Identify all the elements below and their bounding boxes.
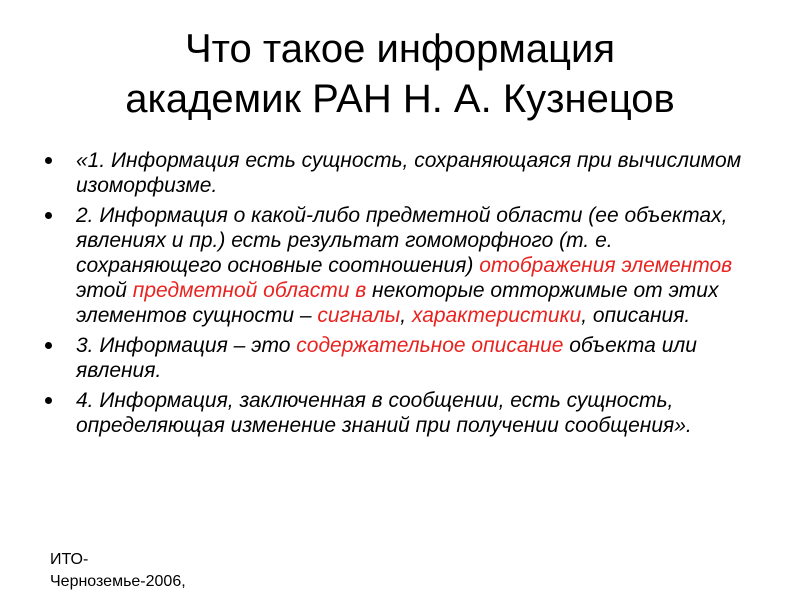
slide-title-line-1: Что такое информация <box>184 27 616 71</box>
slide-title-line-2: академик РАН Н. А. Кузнецов <box>125 77 675 121</box>
bullet-text: этой <box>76 279 133 302</box>
bullet-text: 3. Информация – это <box>76 334 297 357</box>
highlighted-text: сигналы <box>317 304 401 327</box>
bullet-list <box>40 148 760 443</box>
highlighted-text: содержательное описание <box>296 334 564 357</box>
bullet-text: объекта или явления. <box>76 334 697 382</box>
highlighted-text: предметной области в <box>132 279 367 302</box>
bullet-text: 2. Информация о какой-либо предметной области (ее объектах, явлениях и пр.) есть результат гомоморфного (т. е. сохраняющего основные соотношения) <box>76 204 728 277</box>
footer-line-1: ИТО- <box>50 551 89 568</box>
bullet-text: «1. Информация есть сущность, сохраняющаяся при вычислимом изоморфизме. <box>76 149 742 197</box>
highlighted-text: характеристики <box>411 304 582 327</box>
footer-line-2: Черноземье-2006, <box>50 573 186 590</box>
bullet-item-4 <box>40 388 760 438</box>
bullet-text: , описания. <box>581 304 691 327</box>
highlighted-text: отображения элементов <box>479 254 733 277</box>
bullet-text: , <box>400 304 412 327</box>
bullet-item-1 <box>40 148 760 198</box>
bullet-item-2 <box>40 203 760 328</box>
slide-title <box>40 24 760 124</box>
bullet-text: 4. Информация, заключенная в сообщении, есть сущность, определяющая изменение знаний при получении сообщения». <box>76 389 692 437</box>
bullet-item-3 <box>40 333 760 383</box>
bullet-text: некоторые отторжимые от этих элементов сущности – <box>76 279 719 327</box>
footer-note <box>50 549 270 593</box>
